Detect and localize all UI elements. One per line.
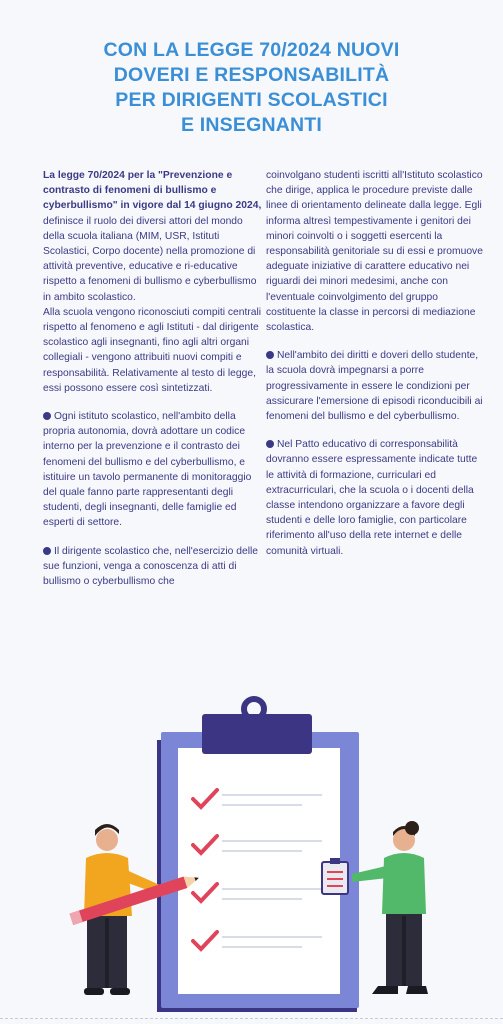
checklist-line	[222, 946, 302, 948]
checklist-line	[222, 888, 322, 890]
illustration	[0, 690, 503, 1024]
intro-text: definisce il ruolo dei diversi attori del mondo della scuola italiana (MIM, USR, Istituti Scolastici, Corpo docente) nella promozione di attività preventive, educative e ri-educative rispetto a fenomeni di bullismo e cyberbullismo in ambito scolastico.	[43, 215, 257, 303]
page-edge-divider	[0, 1018, 503, 1021]
page-title	[20, 38, 483, 138]
title-line-3: PER DIRIGENTI SCOLASTICI	[115, 89, 388, 111]
bullet-item-dirigente	[43, 544, 263, 590]
checklist-line	[222, 898, 302, 900]
bullet-item-codice	[43, 409, 263, 531]
bullet-text: Ogni istituto scolastico, nell'ambito della propria autonomia, dovrà adottare un codice interno per la prevenzione e il contrasto dei fenomeni del bullismo e del cyberbullismo, e istituire un tavolo permanente di monitoraggio del quale fanno parte rappresentanti degli studenti, degli insegnanti, delle famiglie ed esperti di settore.	[43, 411, 252, 529]
bullet-text: Nel Patto educativo di corresponsabilità dovranno essere espressamente indicate tutte le attività di formazione, curriculari ed extracurriculari, che la scuola o i docenti della classe intendono organizzare a favore degli studenti e delle loro famiglie, con particolare riferimento all'uso della rete internet e delle comunità virtuali.	[266, 439, 478, 557]
right-column	[266, 168, 486, 572]
checkmark-icon	[190, 786, 220, 812]
left-column	[43, 168, 263, 602]
checklist-line	[222, 794, 322, 796]
title-line-4: E INSEGNANTI	[180, 114, 323, 136]
person-icon	[62, 818, 212, 1008]
checklist-line	[222, 840, 322, 842]
intro-bold: La legge 70/2024 per la "Prevenzione e contrasto di fenomeni di bullismo e cyberbullismo" in vigore dal 14 giugno 2024,	[43, 170, 262, 212]
duties-paragraph: Alla scuola vengono riconosciuti compiti centrali rispetto al fenomeno e agli Istituti - dal dirigente scolastico agli insegnanti, fino agli altri organi collegiali - vengono attribuiti nuovi compiti e responsabilità. Relativamente al testo di legge, essi possono essere così sintetizzati.	[43, 306, 262, 394]
checklist-line	[222, 804, 302, 806]
person-icon	[316, 818, 456, 1008]
bullet-icon	[266, 440, 274, 448]
bullet-icon	[43, 547, 51, 555]
dirigente-continued: coinvolgano studenti iscritti all'Istituto scolastico che dirige, applica le procedure previste dalle linee di orientamento delineate dalla legge. Egli informa altresì tempestivamente i genitori dei minori coinvolti o i soggetti esercenti la responsabilità genitoriale su di essi e promuove adeguate iniziative di carattere educativo nei riguardi dei minori medesimi, anche con l'eventuale coinvolgimento del gruppo costituente la classe in percorsi di mediazione scolastica.	[266, 170, 483, 334]
intro-paragraph	[43, 168, 263, 305]
title-line-2: DOVERI E RESPONSABILITÀ	[113, 64, 390, 86]
checklist-line	[222, 850, 302, 852]
title-line-1: CON LA LEGGE 70/2024 NUOVI	[103, 39, 400, 61]
clipboard-ring	[241, 696, 267, 722]
bullet-icon	[266, 351, 274, 359]
bullet-text: Nell'ambito dei diritti e doveri dello studente, la scuola dovrà impegnarsi a porre progressivamente in essere le condizioni per assicurare l'emersione di episodi riconducibili ai fenomeni del bullismo e del cyberbullismo.	[266, 350, 483, 423]
bullet-text: Il dirigente scolastico che, nell'esercizio delle sue funzioni, venga a conoscenza di atti di bullismo o cyberbullismo che	[43, 545, 259, 588]
checklist-line	[222, 936, 322, 938]
bullet-item-diritti	[266, 348, 486, 424]
bullet-icon	[43, 412, 51, 420]
bullet-item-patto	[266, 437, 486, 559]
